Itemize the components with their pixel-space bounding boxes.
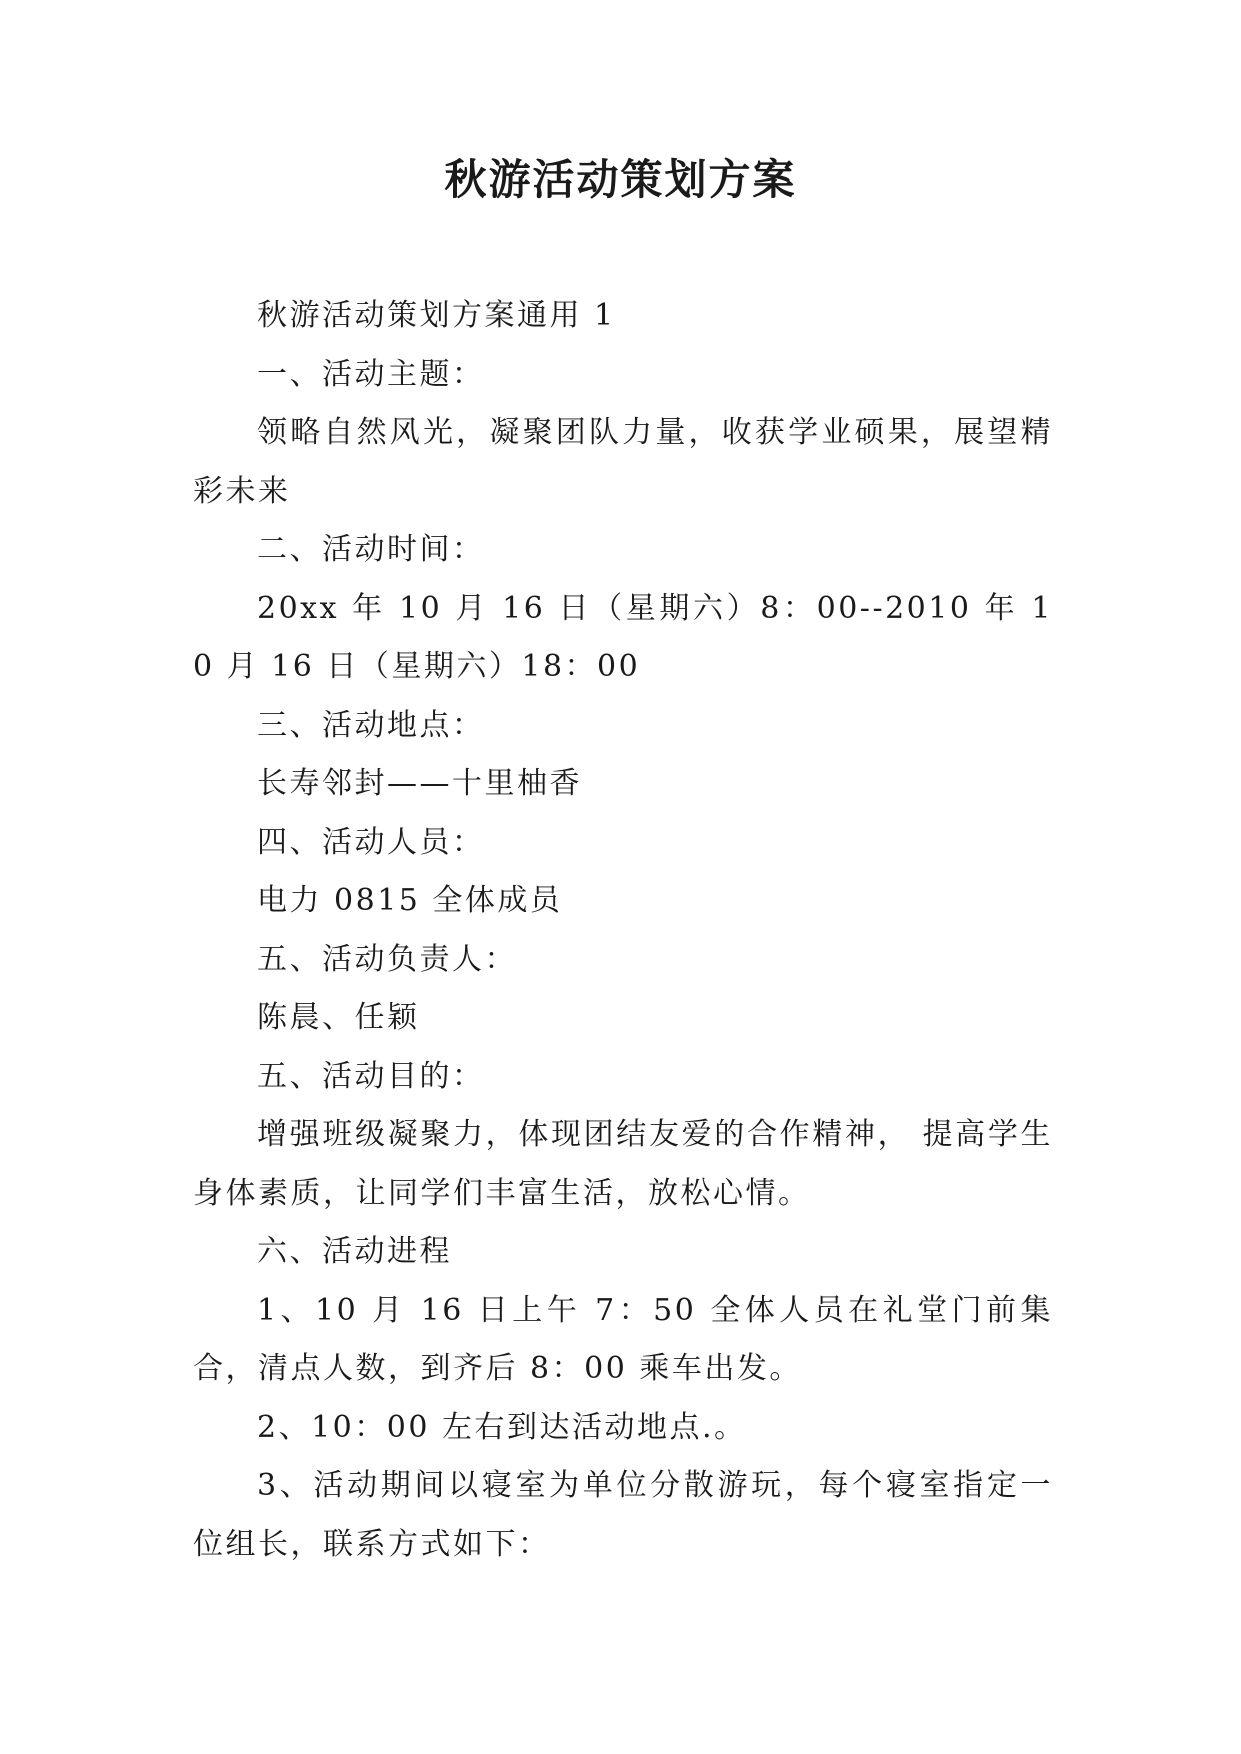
section-heading-leaders: 五、活动负责人： <box>257 941 517 977</box>
paragraph-purpose: 增强班级凝聚力，体现团结友爱的合作精神， 提高学生身体素质，让同学们丰富生活，放松心情。 <box>193 1117 1053 1211</box>
section-heading-purpose: 五、活动目的： <box>257 1058 485 1094</box>
document-title: 秋游活动策划方案 <box>444 155 797 204</box>
section-heading-process: 六、活动进程 <box>257 1234 452 1269</box>
paragraph-process-step-3: 3、活动期间以寝室为单位分散游玩，每个寝室指定一位组长，联系方式如下： <box>193 1468 1053 1562</box>
section-heading-time: 二、活动时间： <box>257 532 485 567</box>
paragraph-leaders: 陈晨、任颖 <box>257 1000 420 1035</box>
document-body <box>193 287 1053 1574</box>
section-heading-theme: 一、活动主题： <box>257 356 485 392</box>
section-heading-location: 三、活动地点： <box>257 707 485 743</box>
paragraph-subtitle: 秋游活动策划方案通用 1 <box>257 298 616 333</box>
section-heading-participants: 四、活动人员： <box>257 824 485 860</box>
paragraph-process-step-2: 2、10：00 左右到达活动地点.。 <box>257 1409 747 1445</box>
paragraph-process-step-1: 1、10 月 16 日上午 7：50 全体人员在礼堂门前集合，清点人数，到齐后 8：00 乘车出发。 <box>193 1292 1053 1386</box>
paragraph-theme: 领略自然风光，凝聚团队力量，收获学业硕果，展望精彩未来 <box>193 415 1053 509</box>
paragraph-time: 20xx 年 10 月 16 日（星期六）8：00--2010 年 10 月 16 日（星期六）18：00 <box>193 590 1053 684</box>
paragraph-location: 长寿邻封——十里柚香 <box>257 766 582 801</box>
paragraph-participants: 电力 0815 全体成员 <box>257 883 563 918</box>
